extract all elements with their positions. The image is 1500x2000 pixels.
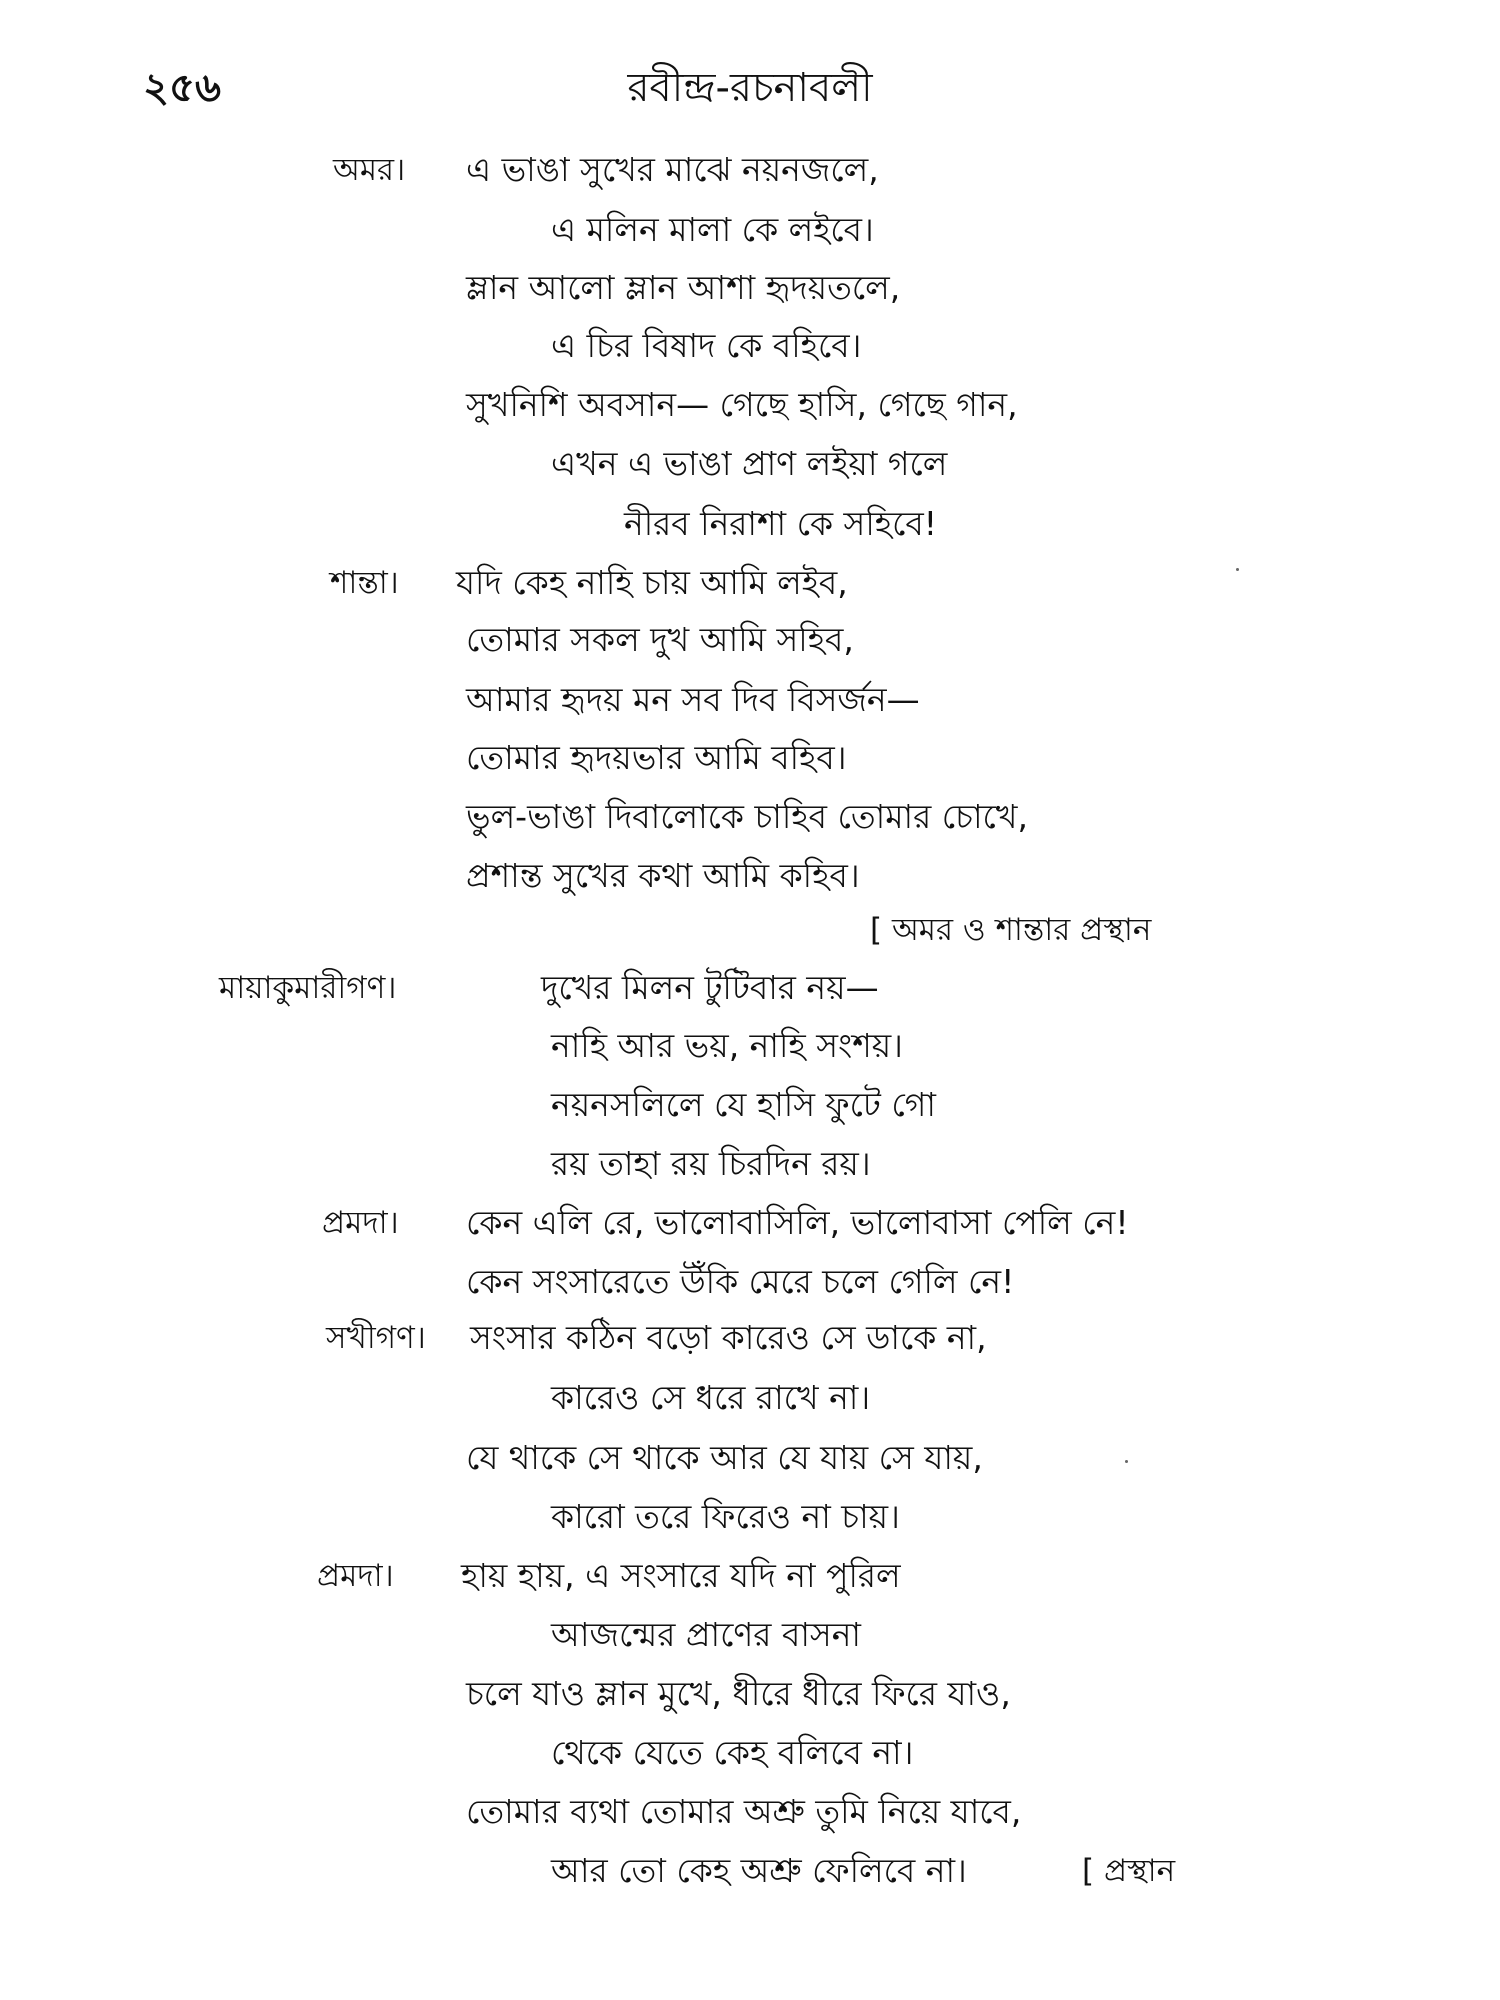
verse-line: এ মলিন মালা কে লইবে। <box>551 210 874 249</box>
verse-line: আজন্মের প্রাণের বাসনা <box>551 1615 861 1654</box>
page-number: ২৫৬ <box>143 65 221 111</box>
verse-line: তোমার সকল দুখ আমি সহিব, <box>466 620 854 659</box>
verse-line: প্রশান্ত সুখের কথা আমি কহিব। <box>466 856 860 895</box>
verse-line: নীরব নিরাশা কে সহিবে! <box>624 504 937 543</box>
verse-line: আর তো কেহ অশ্রু ফেলিবে না। <box>551 1851 967 1890</box>
speaker-shanta: শান্তা। <box>330 565 399 601</box>
verse-line: এ চির বিষাদ কে বহিবে। <box>551 326 862 365</box>
verse-line: যে থাকে সে থাকে আর যে যায় সে যায়, <box>466 1438 983 1477</box>
verse-line: সুখনিশি অবসান— গেছে হাসি, গেছে গান, <box>466 385 1018 424</box>
verse-line: কারেও সে ধরে রাখে না। <box>551 1378 871 1417</box>
scan-speck <box>1125 1460 1128 1463</box>
verse-line: নাহি আর ভয়, নাহি সংশয়। <box>551 1026 903 1065</box>
stage-direction-exit-amar-shanta: [ অমর ও শান্তার প্রস্থান <box>870 912 1152 948</box>
speaker-amar: অমর। <box>333 152 406 188</box>
verse-line: ভুল-ভাঙা দিবালোকে চাহিব তোমার চোখে, <box>466 797 1028 836</box>
verse-line: রয় তাহা রয় চিরদিন রয়। <box>551 1144 871 1183</box>
verse-line: ম্লান আলো ম্লান আশা হৃদয়তলে, <box>466 268 901 307</box>
verse-line: তোমার ব্যথা তোমার অশ্রু তুমি নিয়ে যাবে, <box>466 1792 1022 1831</box>
verse-line: কারো তরে ফিরেও না চায়। <box>551 1497 900 1536</box>
verse-line: হায় হায়, এ সংসারে যদি না পুরিল <box>461 1556 901 1595</box>
verse-line: তোমার হৃদয়ভার আমি বহিব। <box>466 738 847 777</box>
verse-line: এখন এ ভাঙা প্রাণ লইয়া গলে <box>551 444 948 483</box>
speaker-sakhi: সখীগণ। <box>326 1320 426 1356</box>
stage-direction-exit: [ প্রস্থান <box>1082 1853 1176 1889</box>
verse-line: দুখের মিলন টুটিবার নয়— <box>541 968 879 1007</box>
verse-line: আমার হৃদয় মন সব দিব বিসর্জন— <box>466 680 920 719</box>
verse-line: চলে যাও ম্লান মুখে, ধীরে ধীরে ফিরে যাও, <box>466 1674 1011 1713</box>
verse-line: এ ভাঙা সুখের মাঝে নয়নজলে, <box>466 150 879 189</box>
running-title: রবীন্দ্র-রচনাবলী <box>627 65 873 111</box>
verse-line: যদি কেহ নাহি চায় আমি লইব, <box>456 563 848 602</box>
verse-line: থেকে যেতে কেহ বলিবে না। <box>551 1733 914 1772</box>
speaker-pramada-2: প্রমদা। <box>317 1558 394 1594</box>
verse-line: সংসার কঠিন বড়ো কারেও সে ডাকে না, <box>470 1318 987 1357</box>
verse-line: কেন এলি রে, ভালোবাসিলি, ভালোবাসা পেলি নে! <box>466 1203 1129 1242</box>
speaker-mayakumari: মায়াকুমারীগণ। <box>219 970 397 1006</box>
verse-line: কেন সংসারেতে উঁকি মেরে চলে গেলি নে! <box>466 1262 1015 1301</box>
speaker-pramada: প্রমদা। <box>322 1205 399 1241</box>
scan-speck <box>1236 568 1239 571</box>
verse-line: নয়নসলিলে যে হাসি ফুটে গো <box>551 1085 936 1124</box>
